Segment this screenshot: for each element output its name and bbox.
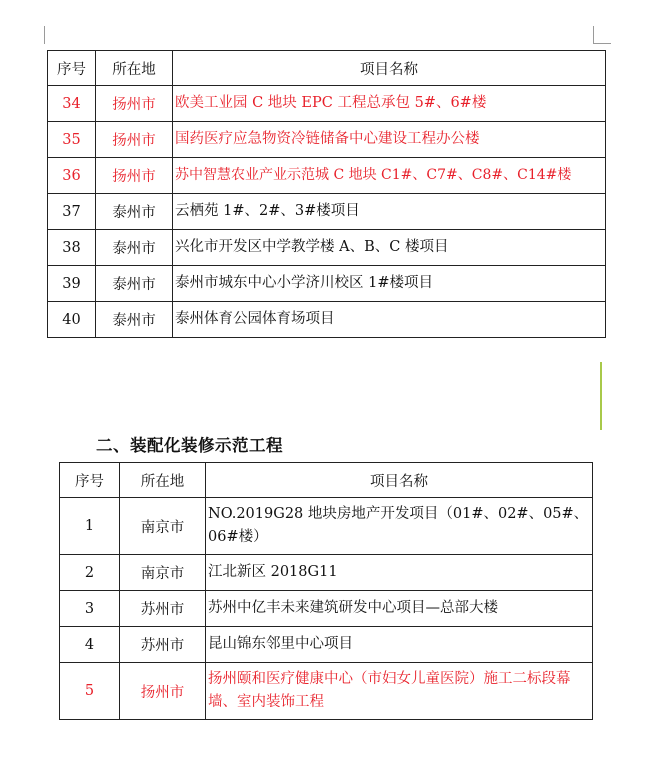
row-seq: 40 [48, 302, 96, 338]
text-cursor-marker [600, 362, 602, 430]
table-row [48, 266, 606, 302]
row-location: 南京市 [120, 498, 206, 555]
page-corner-mark-right-h [593, 43, 611, 44]
row-seq: 38 [48, 230, 96, 266]
section-heading: 二、装配化装修示范工程 [96, 436, 283, 455]
row-project-name: 国药医疗应急物资冷链储备中心建设工程办公楼 [173, 122, 606, 158]
table-header-row [60, 463, 593, 498]
table-row [60, 555, 593, 591]
table-row [48, 122, 606, 158]
row-seq: 34 [48, 86, 96, 122]
row-location: 扬州市 [96, 122, 173, 158]
row-seq: 35 [48, 122, 96, 158]
row-seq: 36 [48, 158, 96, 194]
table-row [60, 498, 593, 555]
row-project-name: 江北新区 2018G11 [206, 555, 593, 591]
table-row [48, 86, 606, 122]
row-seq: 4 [60, 627, 120, 663]
row-project-name: 云栖苑 1#、2#、3#楼项目 [173, 194, 606, 230]
row-location: 苏州市 [120, 627, 206, 663]
table-row [60, 663, 593, 720]
row-location: 扬州市 [96, 86, 173, 122]
table-row [48, 230, 606, 266]
table-row [48, 302, 606, 338]
header-seq: 序号 [48, 51, 96, 86]
row-location: 扬州市 [120, 663, 206, 720]
header-location: 所在地 [96, 51, 173, 86]
row-location: 泰州市 [96, 302, 173, 338]
row-seq: 1 [60, 498, 120, 555]
row-seq: 3 [60, 591, 120, 627]
row-seq: 2 [60, 555, 120, 591]
row-project-name: NO.2019G28 地块房地产开发项目（01#、02#、05#、06#楼） [206, 498, 593, 555]
header-location: 所在地 [120, 463, 206, 498]
row-location: 南京市 [120, 555, 206, 591]
row-project-name: 泰州市城东中心小学济川校区 1#楼项目 [173, 266, 606, 302]
row-project-name: 泰州体育公园体育场项目 [173, 302, 606, 338]
row-project-name: 扬州颐和医疗健康中心（市妇女儿童医院）施工二标段幕墙、室内装饰工程 [206, 663, 593, 720]
project-table-1 [47, 50, 606, 338]
row-project-name: 欧美工业园 C 地块 EPC 工程总承包 5#、6#楼 [173, 86, 606, 122]
page-corner-mark-left-v [44, 26, 45, 44]
row-project-name: 兴化市开发区中学教学楼 A、B、C 楼项目 [173, 230, 606, 266]
row-project-name: 苏中智慧农业产业示范城 C 地块 C1#、C7#、C8#、C14#楼 [173, 158, 606, 194]
table-row [48, 194, 606, 230]
project-table-2 [59, 462, 593, 720]
table-row [60, 627, 593, 663]
page-corner-mark-right-v [593, 26, 594, 44]
row-project-name: 苏州中亿丰未来建筑研发中心项目—总部大楼 [206, 591, 593, 627]
row-location: 苏州市 [120, 591, 206, 627]
row-seq: 37 [48, 194, 96, 230]
header-project-name: 项目名称 [173, 51, 606, 86]
header-project-name: 项目名称 [206, 463, 593, 498]
row-location: 泰州市 [96, 266, 173, 302]
table-header-row [48, 51, 606, 86]
row-location: 泰州市 [96, 230, 173, 266]
row-location: 泰州市 [96, 194, 173, 230]
table-row [60, 591, 593, 627]
row-location: 扬州市 [96, 158, 173, 194]
row-project-name: 昆山锦东邻里中心项目 [206, 627, 593, 663]
header-seq: 序号 [60, 463, 120, 498]
row-seq: 39 [48, 266, 96, 302]
row-seq: 5 [60, 663, 120, 720]
table-row [48, 158, 606, 194]
